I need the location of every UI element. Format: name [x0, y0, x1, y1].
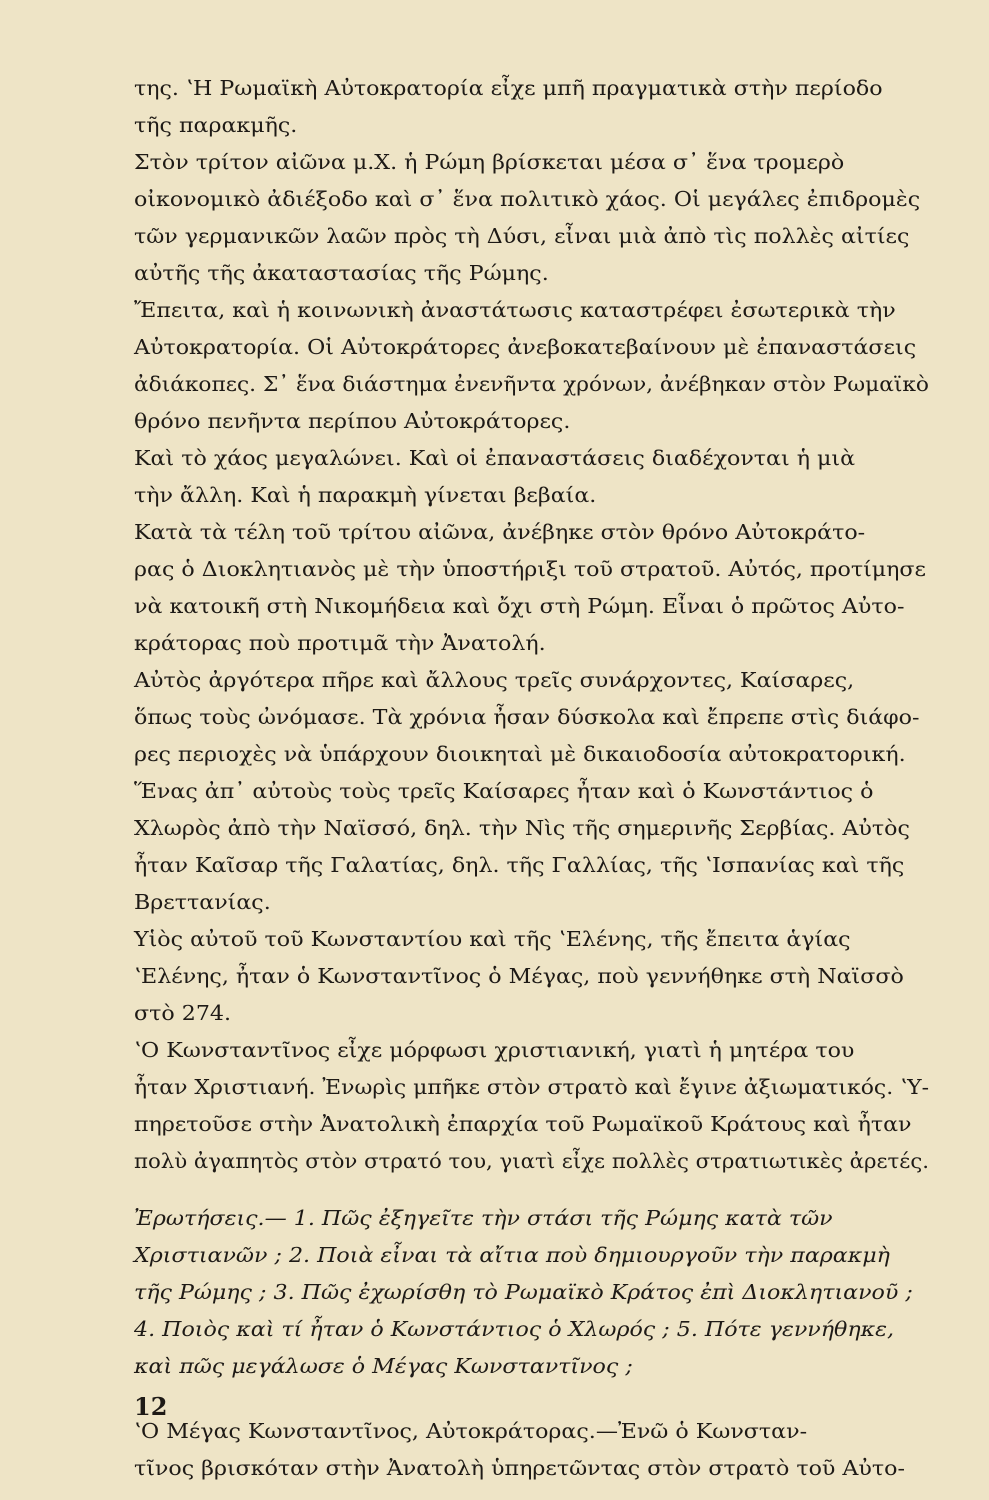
body-line: πολὺ ἀγαπητὸς στὸν στρατό του, γιατὶ εἶχε πολλὲς στρατιωτικὲς ἀρετές. [134, 1149, 929, 1173]
body-line: τῆς παρακμῆς. [134, 113, 298, 137]
body-line: ʽΟ Κωνσταντῖνος εἶχε μόρφωσι χριστιανική, γιατὶ ἡ μητέρα του [134, 1038, 855, 1062]
body-line: Υἱὸς αὐτοῦ τοῦ Κωνσταντίου καὶ τῆς ʽΕλένης, τῆς ἔπειτα ἁγίας [134, 927, 851, 951]
body-line: ρες περιοχὲς νὰ ὑπάρχουν διοικηταὶ μὲ δικαιοδοσία αὐτοκρατορική. [134, 742, 906, 766]
body-line: Ἔπειτα, καὶ ἡ κοινωνικὴ ἀναστάτωσις καταστρέφει ἐσωτερικὰ τὴν [134, 298, 896, 322]
questions-block [134, 1200, 929, 1385]
question-line: Χριστιανῶν ; 2. Ποιὰ εἶναι τὰ αἴτια ποὺ δημιουργοῦν τὴν παρακμὴ [134, 1243, 890, 1267]
question-line: καὶ πῶς μεγάλωσε ὁ Μέγας Κωνσταντῖνος ; [134, 1354, 633, 1378]
body-line: τὴν ἄλλη. Καὶ ἡ παρακμὴ γίνεται βεβαία. [134, 483, 597, 507]
section-line: ʽΟ Μέγας Κωνσταντῖνος, Αὐτοκράτορας.—Ἐνῶ ὁ Κωνσταν- [134, 1419, 808, 1443]
body-line: Βρεττανίας. [134, 890, 271, 914]
body-line: ἦταν Καῖσαρ τῆς Γαλατίας, δηλ. τῆς Γαλλίας, τῆς ʽΙσπανίας καὶ τῆς [134, 853, 905, 877]
body-line: οἰκονομικὸ ἀδιέξοδο καὶ σ᾽ ἕνα πολιτικὸ χάος. Οἱ μεγάλες ἐπιδρομὲς [134, 187, 921, 211]
page-number: 12 [134, 1392, 168, 1421]
body-line: Αὐτοκρατορία. Οἱ Αὐτοκράτορες ἀνεβοκατεβαίνουν μὲ ἐπαναστάσεις [134, 335, 917, 359]
body-line: Ἕνας ἀπ᾽ αὐτοὺς τοὺς τρεῖς Καίσαρες ἦταν καὶ ὁ Κωνστάντιος ὁ [134, 779, 874, 803]
body-line: τῶν γερμανικῶν λαῶν πρὸς τὴ Δύσι, εἶναι μιὰ ἀπὸ τὶς πολλὲς αἰτίες [134, 224, 910, 248]
question-line: Ἐρωτήσεις.— 1. Πῶς ἐξηγεῖτε τὴν στάσι τῆς Ρώμης κατὰ τῶν [134, 1206, 833, 1230]
page-text [134, 70, 929, 1487]
body-text [134, 70, 929, 1180]
body-line: ρας ὁ Διοκλητιανὸς μὲ τὴν ὑποστήριξι τοῦ στρατοῦ. Αὐτός, προτίμησε [134, 557, 926, 581]
question-line: τῆς Ρώμης ; 3. Πῶς ἐχωρίσθη τὸ Ρωμαϊκὸ Κράτος ἐπὶ Διοκλητιανοῦ ; [134, 1280, 913, 1304]
question-line: 4. Ποιὸς καὶ τί ἦταν ὁ Κωνστάντιος ὁ Χλωρός ; 5. Πότε γεννήθηκε, [134, 1317, 895, 1341]
body-line: Χλωρὸς ἀπὸ τὴν Ναϊσσό, δηλ. τὴν Νὶς τῆς σημερινῆς Σερβίας. Αὐτὸς [134, 816, 910, 840]
body-line: Αὐτὸς ἀργότερα πῆρε καὶ ἄλλους τρεῖς συνάρχοντες, Καίσαρες, [134, 668, 855, 692]
body-line: πηρετοῦσε στὴν Ἀνατολικὴ ἐπαρχία τοῦ Ρωμαϊκοῦ Κράτους καὶ ἦταν [134, 1112, 912, 1136]
body-line: Καὶ τὸ χάος μεγαλώνει. Καὶ οἱ ἐπαναστάσεις διαδέχονται ἡ μιὰ [134, 446, 856, 470]
body-line: στὸ 274. [134, 1001, 232, 1025]
body-line: θρόνο πενῆντα περίπου Αὐτοκράτορες. [134, 409, 571, 433]
body-line: αὐτῆς τῆς ἀκαταστασίας τῆς Ρώμης. [134, 261, 549, 285]
body-line: κράτορας ποὺ προτιμᾶ τὴν Ἀνατολή. [134, 631, 546, 655]
body-line: της. ʽΗ Ρωμαϊκὴ Αὐτοκρατορία εἶχε μπῆ πραγματικὰ στὴν περίοδο [134, 76, 883, 100]
body-line: ὅπως τοὺς ὠνόμασε. Τὰ χρόνια ἦσαν δύσκολα καὶ ἔπρεπε στὶς διάφο- [134, 705, 920, 729]
section-block [134, 1413, 929, 1487]
section-line: τῖνος βρισκόταν στὴν Ἀνατολὴ ὑπηρετῶντας στὸν στρατὸ τοῦ Αὐτο- [134, 1456, 905, 1480]
body-line: ʽΕλένης, ἦταν ὁ Κωνσταντῖνος ὁ Μέγας, ποὺ γεννήθηκε στὴ Ναϊσσὸ [134, 964, 904, 988]
body-line: Στὸν τρίτον αἰῶνα μ.Χ. ἡ Ρώμη βρίσκεται μέσα σ᾽ ἕνα τρομερὸ [134, 150, 845, 174]
body-line: νὰ κατοικῆ στὴ Νικομήδεια καὶ ὄχι στὴ Ρώμη. Εἶναι ὁ πρῶτος Αὐτο- [134, 594, 905, 618]
body-line: Κατὰ τὰ τέλη τοῦ τρίτου αἰῶνα, ἀνέβηκε στὸν θρόνο Αὐτοκράτο- [134, 520, 866, 544]
body-line: ἦταν Χριστιανή. Ἐνωρὶς μπῆκε στὸν στρατὸ καὶ ἔγινε ἀξιωματικός. ʽΥ- [134, 1075, 929, 1099]
body-line: ἀδιάκοπες. Σ᾽ ἕνα διάστημα ἐνενῆντα χρόνων, ἀνέβηκαν στὸν Ρωμαϊκὸ [134, 372, 929, 396]
